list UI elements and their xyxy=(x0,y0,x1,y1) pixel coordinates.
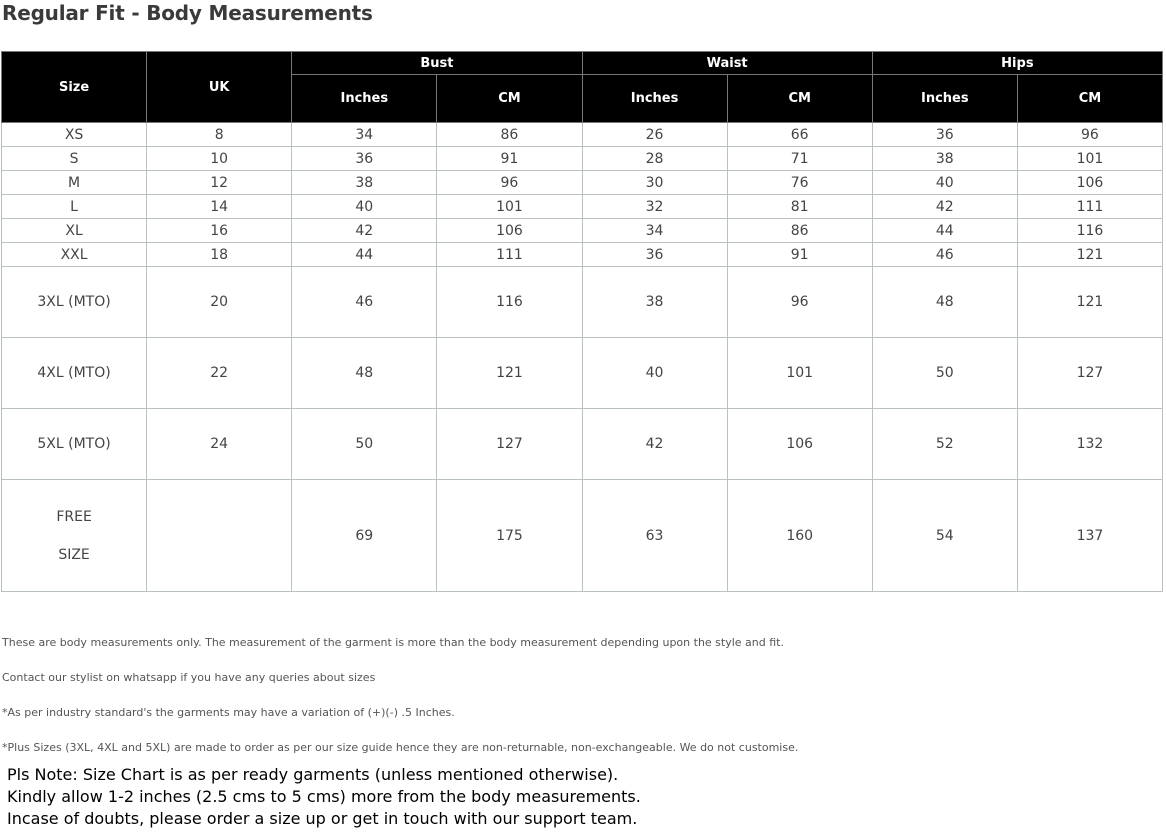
cell-uk: 8 xyxy=(147,123,292,147)
table-row xyxy=(2,480,1163,592)
pls-note-line: Incase of doubts, please order a size up or get in touch with our support team. xyxy=(7,809,638,828)
cell-bust-cm: 116 xyxy=(437,267,582,338)
table-header xyxy=(2,52,1163,123)
table-row xyxy=(2,409,1163,480)
cell-size xyxy=(2,480,147,592)
cell-waist-cm: 91 xyxy=(727,243,872,267)
cell-waist-inches: 28 xyxy=(582,147,727,171)
cell-hips-cm: 111 xyxy=(1017,195,1162,219)
table-body xyxy=(2,123,1163,592)
table-row xyxy=(2,195,1163,219)
cell-waist-inches: 26 xyxy=(582,123,727,147)
cell-waist-cm: 71 xyxy=(727,147,872,171)
cell-waist-inches: 38 xyxy=(582,267,727,338)
cell-bust-inches: 34 xyxy=(292,123,437,147)
cell-size: XXL xyxy=(2,243,147,267)
size-chart-table xyxy=(1,51,1163,592)
cell-hips-inches: 54 xyxy=(872,480,1017,592)
cell-size: 5XL (MTO) xyxy=(2,409,147,480)
cell-uk: 10 xyxy=(147,147,292,171)
cell-waist-inches: 63 xyxy=(582,480,727,592)
cell-hips-cm: 127 xyxy=(1017,338,1162,409)
cell-bust-cm: 101 xyxy=(437,195,582,219)
cell-bust-inches: 36 xyxy=(292,147,437,171)
cell-bust-inches: 42 xyxy=(292,219,437,243)
page-title: Regular Fit - Body Measurements xyxy=(2,1,373,25)
cell-waist-inches: 34 xyxy=(582,219,727,243)
cell-size: L xyxy=(2,195,147,219)
cell-bust-cm: 96 xyxy=(437,171,582,195)
header-size: Size xyxy=(2,52,147,123)
header-hips-inches: Inches xyxy=(872,75,1017,123)
cell-size: XL xyxy=(2,219,147,243)
table-row xyxy=(2,171,1163,195)
pls-note-line: Kindly allow 1-2 inches (2.5 cms to 5 cms) more from the body measurements. xyxy=(7,787,641,806)
cell-hips-inches: 40 xyxy=(872,171,1017,195)
header-hips-cm: CM xyxy=(1017,75,1162,123)
cell-hips-inches: 50 xyxy=(872,338,1017,409)
cell-hips-inches: 42 xyxy=(872,195,1017,219)
cell-waist-inches: 36 xyxy=(582,243,727,267)
cell-bust-inches: 69 xyxy=(292,480,437,592)
cell-waist-inches: 42 xyxy=(582,409,727,480)
cell-waist-inches: 32 xyxy=(582,195,727,219)
cell-bust-inches: 48 xyxy=(292,338,437,409)
cell-bust-inches: 46 xyxy=(292,267,437,338)
cell-hips-inches: 48 xyxy=(872,267,1017,338)
cell-waist-cm: 106 xyxy=(727,409,872,480)
cell-hips-inches: 38 xyxy=(872,147,1017,171)
note-body-measurements: These are body measurements only. The measurement of the garment is more than the body measurement depending upon the style and fit. xyxy=(2,636,784,649)
cell-bust-cm: 111 xyxy=(437,243,582,267)
cell-size: 3XL (MTO) xyxy=(2,267,147,338)
table-row xyxy=(2,123,1163,147)
cell-waist-cm: 66 xyxy=(727,123,872,147)
cell-waist-cm: 86 xyxy=(727,219,872,243)
header-bust: Bust xyxy=(292,52,582,75)
cell-waist-cm: 81 xyxy=(727,195,872,219)
cell-hips-cm: 137 xyxy=(1017,480,1162,592)
header-waist-inches: Inches xyxy=(582,75,727,123)
cell-waist-cm: 96 xyxy=(727,267,872,338)
cell-uk: 24 xyxy=(147,409,292,480)
note-contact-stylist: Contact our stylist on whatsapp if you have any queries about sizes xyxy=(2,671,376,684)
cell-bust-inches: 40 xyxy=(292,195,437,219)
header-waist: Waist xyxy=(582,52,872,75)
header-bust-cm: CM xyxy=(437,75,582,123)
cell-uk: 22 xyxy=(147,338,292,409)
cell-uk xyxy=(147,480,292,592)
cell-bust-inches: 50 xyxy=(292,409,437,480)
cell-hips-cm: 121 xyxy=(1017,243,1162,267)
cell-bust-inches: 44 xyxy=(292,243,437,267)
cell-bust-inches: 38 xyxy=(292,171,437,195)
cell-waist-inches: 40 xyxy=(582,338,727,409)
cell-waist-cm: 76 xyxy=(727,171,872,195)
table-row xyxy=(2,267,1163,338)
cell-size-line2: SIZE xyxy=(58,546,90,563)
cell-uk: 18 xyxy=(147,243,292,267)
cell-hips-inches: 46 xyxy=(872,243,1017,267)
cell-bust-cm: 175 xyxy=(437,480,582,592)
header-uk: UK xyxy=(147,52,292,123)
cell-hips-inches: 44 xyxy=(872,219,1017,243)
cell-uk: 20 xyxy=(147,267,292,338)
cell-hips-cm: 132 xyxy=(1017,409,1162,480)
cell-hips-cm: 121 xyxy=(1017,267,1162,338)
cell-waist-cm: 160 xyxy=(727,480,872,592)
cell-hips-cm: 116 xyxy=(1017,219,1162,243)
cell-size: 4XL (MTO) xyxy=(2,338,147,409)
table-row xyxy=(2,147,1163,171)
cell-hips-cm: 101 xyxy=(1017,147,1162,171)
cell-bust-cm: 86 xyxy=(437,123,582,147)
cell-size: XS xyxy=(2,123,147,147)
cell-hips-inches: 52 xyxy=(872,409,1017,480)
cell-bust-cm: 106 xyxy=(437,219,582,243)
cell-hips-cm: 96 xyxy=(1017,123,1162,147)
cell-hips-inches: 36 xyxy=(872,123,1017,147)
pls-note xyxy=(7,764,641,830)
cell-waist-inches: 30 xyxy=(582,171,727,195)
header-waist-cm: CM xyxy=(727,75,872,123)
pls-note-line: Pls Note: Size Chart is as per ready garments (unless mentioned otherwise). xyxy=(7,765,619,784)
cell-size: S xyxy=(2,147,147,171)
table-row xyxy=(2,243,1163,267)
table-row xyxy=(2,338,1163,409)
size-notes xyxy=(2,636,1162,776)
cell-bust-cm: 121 xyxy=(437,338,582,409)
cell-hips-cm: 106 xyxy=(1017,171,1162,195)
cell-size-line1: FREE xyxy=(56,508,92,525)
cell-uk: 16 xyxy=(147,219,292,243)
cell-bust-cm: 127 xyxy=(437,409,582,480)
header-bust-inches: Inches xyxy=(292,75,437,123)
note-variation: *As per industry standard's the garments may have a variation of (+)(-) .5 Inches. xyxy=(2,706,455,719)
cell-uk: 14 xyxy=(147,195,292,219)
cell-waist-cm: 101 xyxy=(727,338,872,409)
header-hips: Hips xyxy=(872,52,1162,75)
cell-uk: 12 xyxy=(147,171,292,195)
note-plus-sizes: *Plus Sizes (3XL, 4XL and 5XL) are made to order as per our size guide hence they are non-returnable, non-exchangeable. We do not customise. xyxy=(2,741,799,754)
table-row xyxy=(2,219,1163,243)
cell-bust-cm: 91 xyxy=(437,147,582,171)
cell-size: M xyxy=(2,171,147,195)
